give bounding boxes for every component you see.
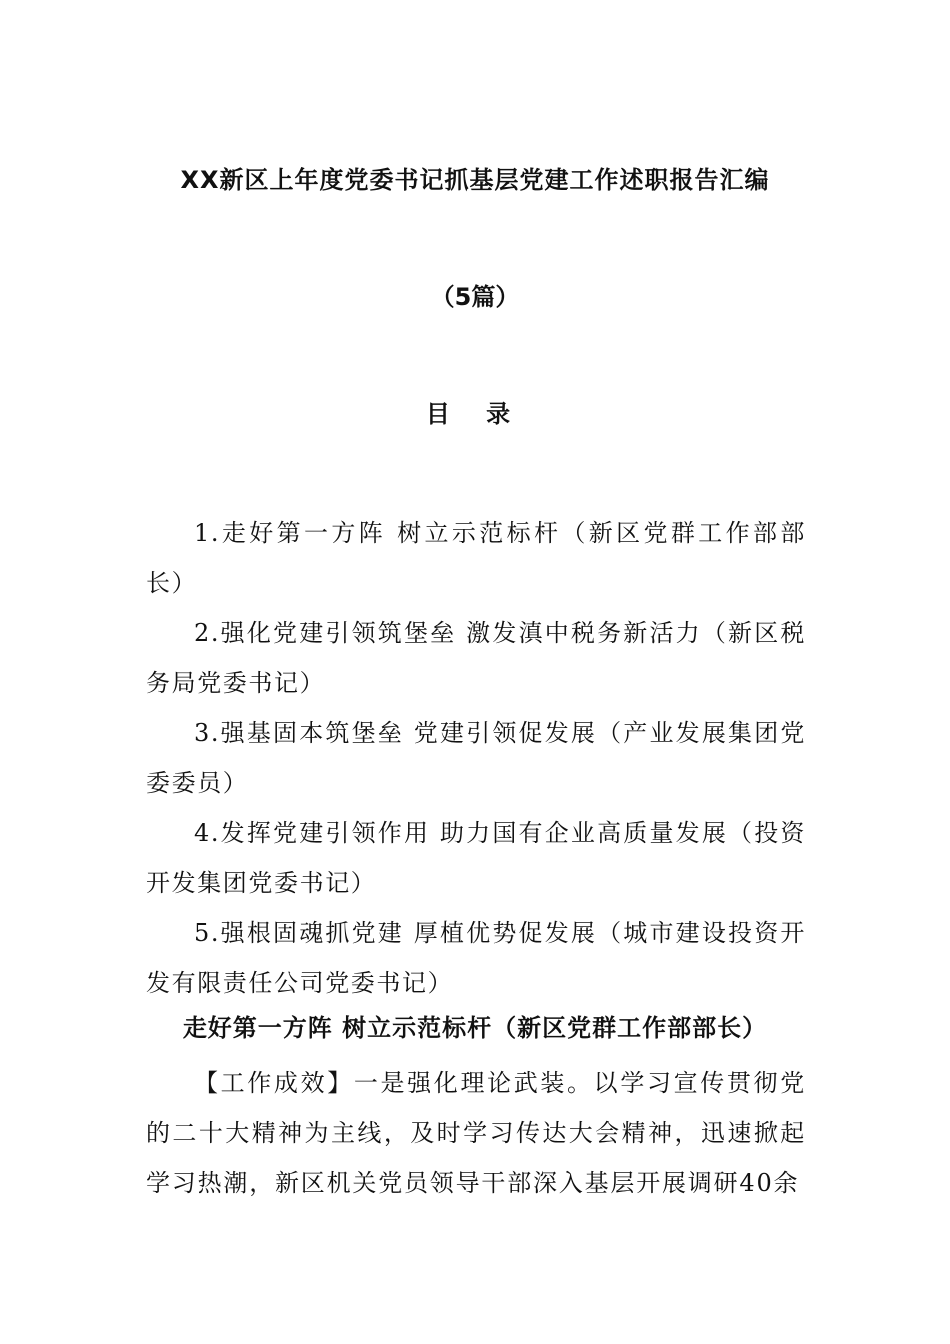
- toc-item-3[interactable]: 3.强基固本筑堡垒 党建引领促发展（产业发展集团党委委员）: [146, 719, 806, 797]
- document-subtitle: （5篇）: [430, 283, 520, 311]
- table-of-contents: [146, 508, 806, 1008]
- toc-item-5[interactable]: 5.强根固魂抓党建 厚植优势促发展（城市建设投资开发有限责任公司党委书记）: [146, 919, 806, 997]
- toc-item-4[interactable]: 4.发挥党建引领作用 助力国有企业高质量发展（投资开发集团党委书记）: [146, 819, 806, 897]
- section-heading: 走好第一方阵 树立示范标杆（新区党群工作部部长）: [182, 1014, 768, 1042]
- document-title: XX新区上年度党委书记抓基层党建工作述职报告汇编: [180, 166, 770, 194]
- toc-item-2[interactable]: 2.强化党建引领筑堡垒 激发滇中税务新活力（新区税务局党委书记）: [146, 619, 806, 697]
- toc-item-1[interactable]: 1.走好第一方阵 树立示范标杆（新区党群工作部部长）: [146, 519, 806, 597]
- toc-heading: 目 录: [425, 400, 525, 428]
- body-paragraph: 【工作成效】一是强化理论武装。以学习宣传贯彻党的二十大精神为主线，及时学习传达大会精神，迅速掀起学习热潮，新区机关党员领导干部深入基层开展调研40余: [146, 1069, 806, 1197]
